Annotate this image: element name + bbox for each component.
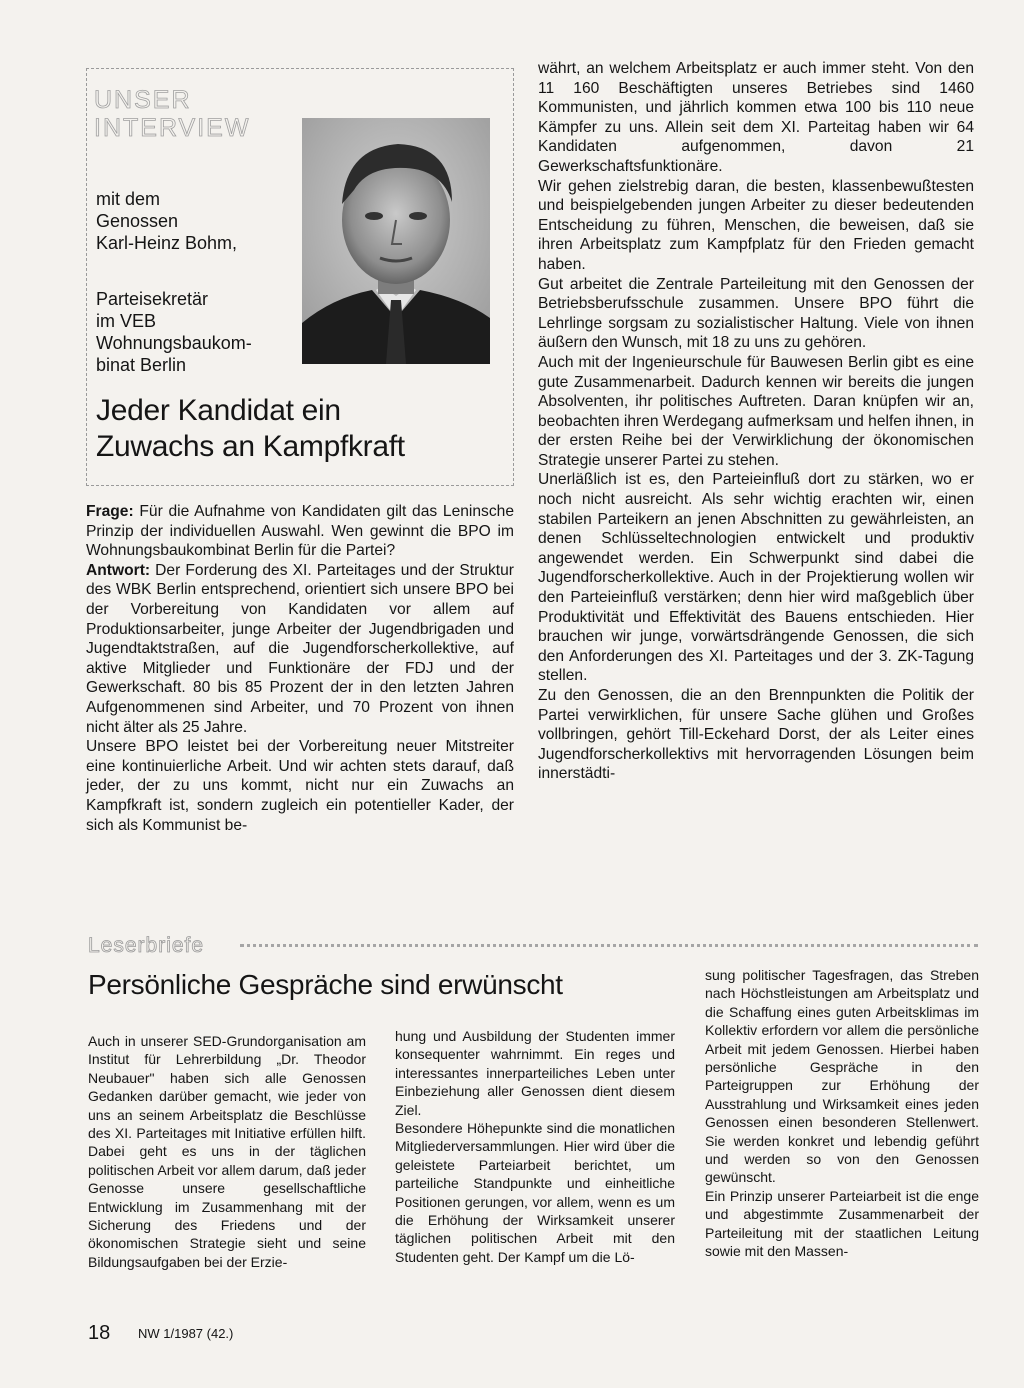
portrait-icon: [302, 118, 490, 364]
question-label: Frage:: [86, 503, 134, 520]
role-line: Wohnungsbaukom-: [96, 333, 252, 353]
kicker-line-1: UNSER: [94, 86, 192, 114]
interview-headline: [96, 393, 516, 465]
interview-kicker: [94, 86, 294, 142]
role-line: im VEB: [96, 311, 157, 331]
letter-paragraph: Auch in unserer SED-Grundorganisation am Institut für Lehrerbildung „Dr. Theodor Neubauer" haben sich alle Genossen Gedanken darüber gemacht, wie jeder von uns an seinem Arbeitsplatz die Beschlüsse des XI. Parteitages mit Initiative erfüllen hilft. Dabei geht es uns in der täglichen politischen Arbeit vor allem darum, daß jeder Genosse unsere gesellschaftliche Entwicklung im Zusammenhang mit der Sicherung des Friedens und der ökonomischen Strategie sieht und seine Bildungsaufgaben bei der Erzie-: [88, 1033, 366, 1270]
headline-line-2: Zuwachs an Kampfkraft: [96, 430, 405, 463]
article-paragraph: Zu den Genossen, die an den Brennpunkten die Politik der Partei verwirklichen, für unsere Sache glühen und Großes vollbringen, gehört Till-Eckehard Dorst, der als Leiter eines Jugendforscherkollektivs mit hervorragenden Lösungen beim innerstädti-: [538, 687, 974, 783]
letter-paragraph: sung politischer Tagesfragen, das Streben nach Höchstleistungen am Arbeitsplatz und die Schaffung eines guten Arbeitsklimas im Kollektiv erfordern vor allem die persönliche Arbeit mit jedem Genossen. Hierbei haben persönliche Gespräche in den Parteigruppen zur Erhöhung der Ausstrahlung und Wirksamkeit eines jeden Genossen einen besonderen Stellenwert. Sie werden konkret und lebendig geführt und werden so von den Genossen gewünscht.: [705, 967, 979, 1186]
headline-line-1: Jeder Kandidat ein: [96, 394, 341, 427]
article-paragraph: Auch mit der Ingenieurschule für Bauwesen Berlin gibt es eine gute Zusammenarbeit. Dadurch kennen wir bereits die jungen Absolventen, ihr politisches Auftreten. Daran knüpfen wir an, beobachten ihren Werdegang aufmerksam und helfen ihnen, in der ersten Reihe bei der Verwirklichung der ökonomischen Strategie unserer Partei zu stehen.: [538, 353, 974, 469]
letter-column-2: [395, 1027, 675, 1266]
letter-paragraph: hung und Ausbildung der Studenten immer konsequenter wahrnimmt. Ein reges und interessantes innerparteiliches Leben unter Einbeziehung aller Genossen dient diesem Ziel.: [395, 1028, 675, 1118]
article-paragraph: währt, an welchem Arbeitsplatz er auch immer steht. Von den 11 160 Beschäftigten unseres Betriebes sind 1460 Kommunisten, und jährlich kommen etwa 100 bis 110 neue Kämpfer zu uns. Allein seit dem XI. Parteitag haben wir 64 Kandidaten aufgenommen, davon 21 Gewerkschaftsfunktionäre.: [538, 60, 974, 175]
letter-headline: Persönliche Gespräche sind erwünscht: [88, 969, 563, 1000]
article-paragraph: Unerläßlich ist es, den Parteieinfluß dort zu stärken, wo er noch nicht ausreicht. Als sehr wichtig erachten wir, einen stabilen Parteikern an jenen Abschnitten zu gewährleisten, an denen Schlüsseltechnologien entwickelt und produktiv angewendet werden. Ein Schwerpunkt sind dabei die Jugendforscherkollektive. Auch in der Projektierung wollen wir den Parteieinfluß verstärken; denn hier wird maßgeblich über Produktivität und Effektivität des Bauens entschieden. Hier brauchen wir junge, vorwärtsdrängende Genossen, die sich den Anforderungen des XI. Parteitages und der 3. ZK-Tagung stellen.: [538, 471, 974, 685]
kicker-line-2: INTERVIEW: [94, 114, 251, 142]
section-divider: [240, 944, 978, 947]
answer-label: Antwort:: [86, 561, 151, 579]
article-paragraph: Gut arbeitet die Zentrale Parteileitung mit den Genossen der Betriebsberufsschule zusammen. Unsere BPO führt die Lehrlinge sorgsam zu sozialistischer Haltung. Viele von ihnen äußern den Wunsch, mit 18 zu uns zu gehören.: [538, 275, 974, 352]
intro-line: Genossen: [96, 211, 179, 231]
article-paragraph: Unsere BPO leistet bei der Vorbereitung neuer Mitstreiter eine kontinuierliche Arbeit. Und wir achten stets darauf, daß jeder, der zu uns kommt, nicht nur ein Zuwachs an Kampfkraft ist, sondern zugleich ein potentieller Kader, der sich als Kommunist be-: [86, 738, 514, 834]
interview-intro: [96, 188, 306, 254]
answer-text: Der Forderung des XI. Parteitages und der Struktur des WBK Berlin entsprechend, orientiert sich unsere BPO bei der Vorbereitung von Kandidaten vor allem auf Produktionsarbeiter, junge Arbeiter der Jugendbrigaden und Jugendtaktstraßen, auf die Jugendforscherkollektive, auf aktive Mitglieder und Funktionäre der FDJ und der Gewerkschaft. 80 bis 85 Prozent der in den letzten Jahren Aufgenommenen sind Arbeiter, und 70 Prozent von ihnen nicht älter als 25 Jahre.: [86, 561, 514, 736]
interview-role: [96, 288, 296, 376]
portrait-photo: [302, 118, 490, 364]
role-line: Parteisekretär: [96, 289, 209, 309]
answer-paragraph: [86, 561, 514, 737]
issue-reference: NW 1/1987 (42.): [138, 1326, 234, 1341]
article-column-right: [538, 59, 974, 784]
letter-paragraph: Besondere Höhepunkte sind die monatlichen Mitgliederversammlungen. Hier wird über die geleistete Parteiarbeit berichtet, um parteiliche Standpunkte und einheitliche Positionen gerungen, vor allem, wenn es um die Erhöhung der Wirksamkeit unserer täglichen politischen Arbeit mit den Studenten geht. Der Kampf um die Lö-: [395, 1120, 675, 1265]
article-column-left: [86, 502, 514, 835]
article-paragraph: Wir gehen zielstrebig daran, die besten, klassenbewußtesten und beispielgebenden jungen Arbeiter zu dieser bedeutenden Entscheidung zu führen, Menschen, die beweisen, daß sie ihren Arbeitsplatz zum Kampfplatz für den Frieden gemacht haben.: [538, 177, 974, 273]
intro-line: Karl-Heinz Bohm,: [96, 233, 238, 253]
letter-paragraph: Ein Prinzip unserer Parteiarbeit ist die enge und abgestimmte Zusammenarbeit der Parteileitung mit der staatlichen Leitung sowie mit den Massen-: [705, 1187, 979, 1260]
section-label: Leserbriefe: [88, 934, 205, 957]
question-paragraph: [86, 502, 514, 561]
letter-column-1: [88, 1032, 366, 1271]
intro-line: mit dem: [96, 189, 161, 209]
question-text: Für die Aufnahme von Kandidaten gilt das Leninsche Prinzip der individuellen Auswahl. Wen gewinnt die BPO im Wohnungsbaukombinat Berlin für die Partei?: [86, 503, 514, 560]
role-line: binat Berlin: [96, 355, 187, 375]
letter-column-3: [705, 966, 979, 1261]
page-number: 18: [88, 1322, 111, 1344]
